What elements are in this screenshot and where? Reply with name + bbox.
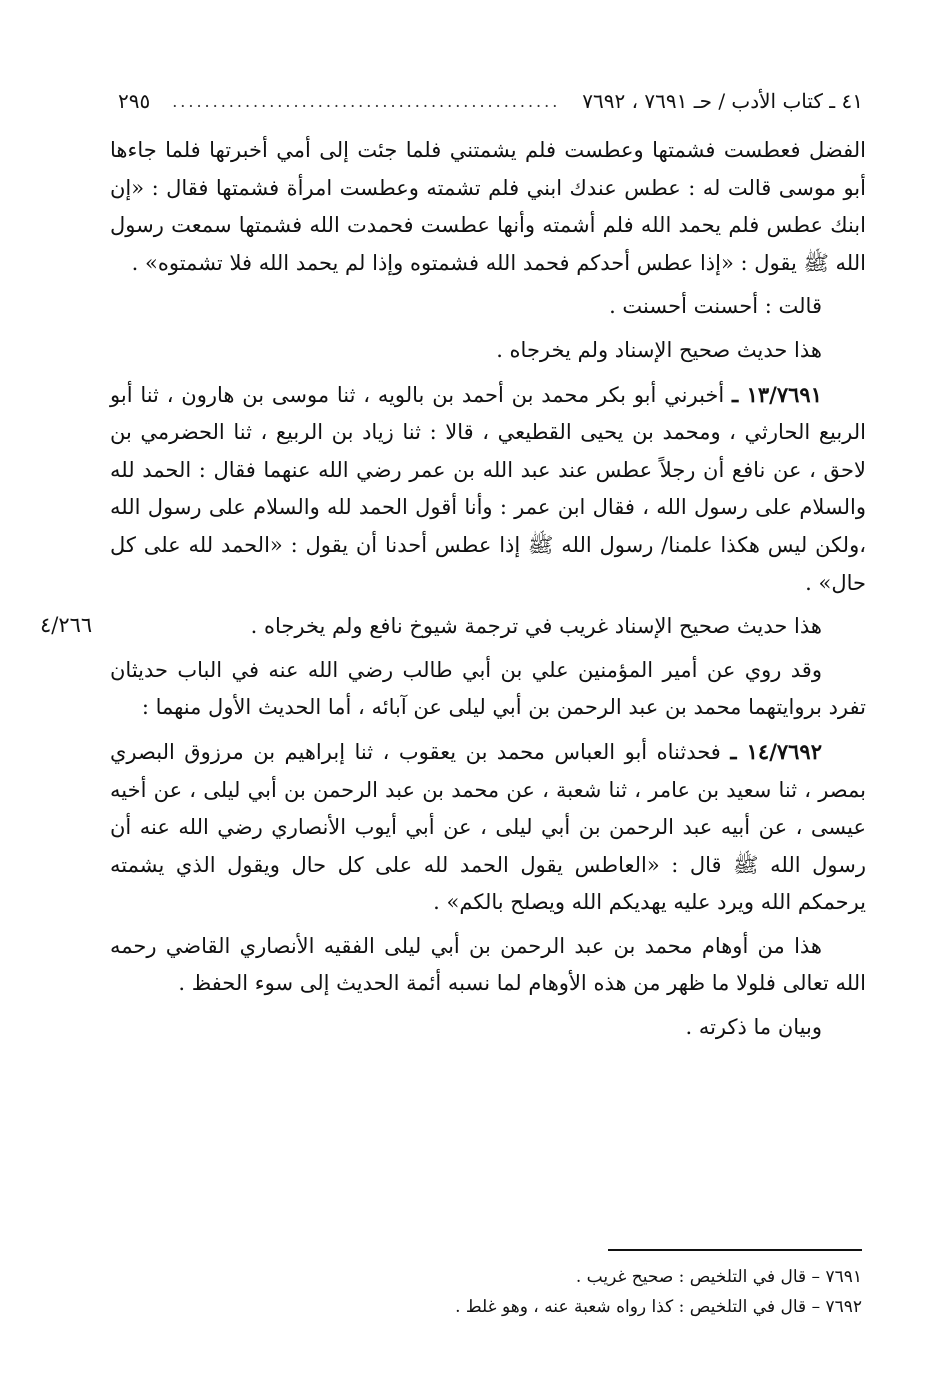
footnote-separator bbox=[608, 1249, 862, 1251]
footnotes bbox=[110, 1262, 862, 1322]
paragraph-commentary: هذا من أوهام محمد بن عبد الرحمن بن أبي ليلى الفقيه الأنصاري القاضي رحمه الله تعالى فلولا ما ظهر من هذه الأوهام لما نسبه أئمة الحديث إلى سوء الحفظ . bbox=[110, 933, 866, 996]
running-header bbox=[118, 86, 863, 116]
paragraph-grading-2: هذا حديث صحيح الإسناد غريب في ترجمة شيوخ نافع ولم يخرجاه . bbox=[250, 614, 822, 639]
page-number: ٢٩٥ bbox=[118, 89, 151, 113]
main-text bbox=[110, 132, 866, 1053]
hadith-text-7692: فحدثناه أبو العباس محمد بن يعقوب ، ثنا إبراهيم بن مرزوق البصري بمصر ، ثنا سعيد بن عامر ، ثنا شعبة ، عن محمد بن عبد الرحمن بن أبي ليلى ، عن أخيه عيسى ، عن أبيه عبد الرحمن بن أبي ليلى ، عن أبي أيوب الأنصاري رضي الله عنه أن رسول الله ﷺ قال : «العاطس يقول الحمد لله على كل حال ويقول الذي يشمته يرحمكم الله ويرد عليه يهديكم الله ويصلح بالكم» . bbox=[110, 739, 867, 915]
running-title: ٤١ ـ كتاب الأدب / حـ ٧٦٩١ ، ٧٦٩٢ bbox=[582, 89, 863, 113]
hadith-number-7691: ١٣/٧٦٩١ ـ bbox=[732, 381, 822, 407]
footnote-7692: ٧٦٩٢ – قال في التلخيص : كذا رواه شعبة عنه ، وهو غلط . bbox=[455, 1297, 862, 1317]
paragraph-she-said: قالت : أحسنت أحسنت . bbox=[609, 294, 822, 319]
hadith-number-7692: ١٤/٧٦٩٢ ـ bbox=[730, 738, 822, 764]
leader-dots: ................................................ bbox=[172, 91, 561, 111]
paragraph-closing: وبيان ما ذكرته . bbox=[685, 1015, 822, 1040]
hadith-text-7691: أخبرني أبو بكر محمد بن أحمد بن بالويه ، ثنا موسى بن هارون ، ثنا أبو الربيع الحارثي ، ومحمد بن يحيى القطيعي ، قالا : ثنا زياد بن الربيع ، ثنا الحضرمي بن لاحق ، عن نافع أن رجلاً عطس عند عبد الله بن عمر رضي الله عنهما فقال : الحمد لله والسلام على رسول الله ، فقال ابن عمر : وأنا أقول الحمد لله والسلام على رسول الله ،ولكن ليس هكذا علمنا/ رسول الله ﷺ إذا عطس أحدنا أن يقول : «الحمد لله على كل حال» . bbox=[110, 382, 866, 595]
margin-volume-page-reference: ٤/٢٦٦ bbox=[40, 613, 93, 637]
hadith-7692 bbox=[110, 733, 866, 922]
footnote-7691: ٧٦٩١ – قال في التلخيص : صحيح غريب . bbox=[575, 1267, 862, 1287]
paragraph-grading-1: هذا حديث صحيح الإسناد ولم يخرجاه . bbox=[496, 337, 822, 362]
paragraph-continuation: الفضل فعطست فشمتها وعطست فلم يشمتني فلما جئت إلى أمي أخبرتها فلما جاءها أبو موسى قالت له : عطس عندك ابني فلم تشمته وعطست امرأة فشمتها فقال : «إن ابنك عطس فلم يحمد الله فلم أشمته وأنها عطست فحمدت الله فشمتها سمعت رسول الله ﷺ يقول : «إذا عطس أحدكم فحمد الله فشمتوه وإذا لم يحمد الله فلا تشمتوه» . bbox=[110, 138, 866, 275]
paragraph-narration-note: وقد روي عن أمير المؤمنين علي بن أبي طالب رضي الله عنه في الباب حديثان تفرد بروايتهما محمد بن عبد الرحمن بن أبي ليلى عن آبائه ، أما الحديث الأول منهما : bbox=[110, 657, 866, 720]
hadith-7691 bbox=[110, 376, 866, 603]
